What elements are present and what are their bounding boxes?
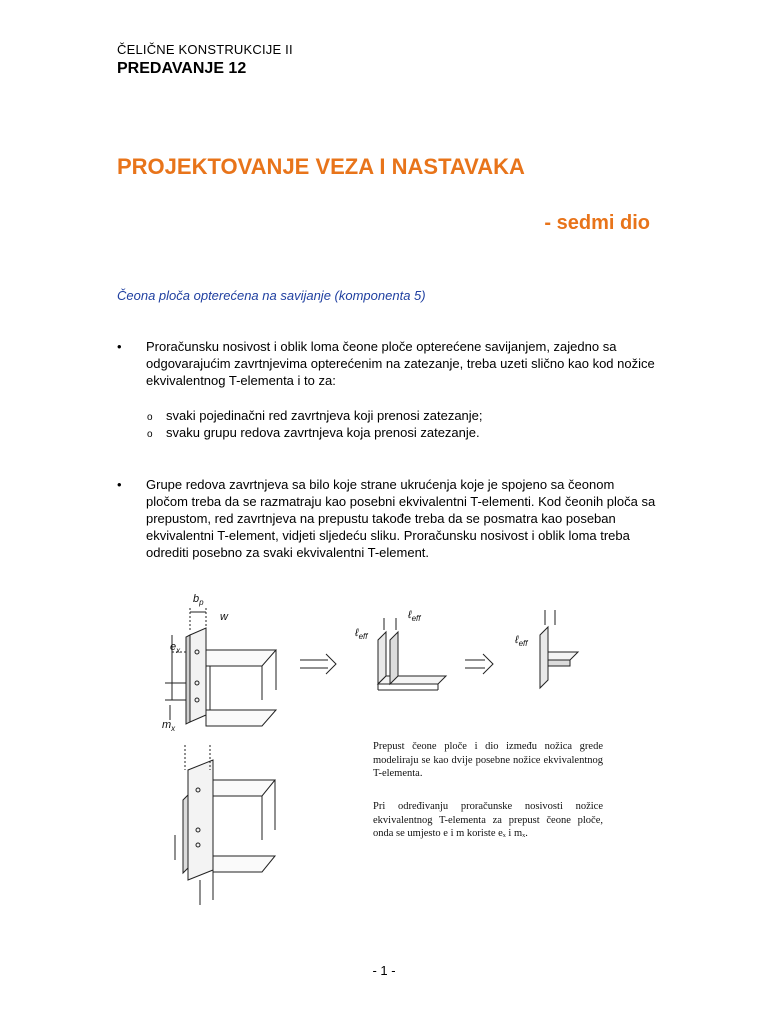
- label-bp: $b_p$: [193, 593, 204, 607]
- end-plate-detail-top: [165, 608, 493, 726]
- sub-item: [147, 407, 483, 424]
- t-stub-right: [540, 610, 578, 688]
- bullet-text: Grupe redova zavrtnjeva sa bilo koje strane ukrućenja koje je spojeno sa čeonom pločom treba da se razmatraju kao posebni ekvivalentni T-elementi. Kod čeonih ploča sa prepustom, red zavrtnjeva na prepustu takođe treba da se posmatra kao poseban ekvivalentni T-element, vidjeti sljedeću sliku. Proračunsku nosivost i oblik loma treba odrediti posebno za svaki ekvivalentni T-element.: [146, 477, 656, 560]
- label-leff-2: ℓ$_{eff}$: [355, 627, 368, 641]
- course-name: ČELIČNE KONSTRUKCIJE II: [117, 42, 293, 57]
- bullet-marker: •: [117, 477, 122, 492]
- label-leff-3: ℓ$_{eff}$: [515, 634, 528, 648]
- page-number: - 1 -: [372, 963, 396, 978]
- sub-text: svaku grupu redova zavrtnjeva koja prenosi zatezanje.: [166, 425, 480, 440]
- lecture-number: PREDAVANJE 12: [117, 60, 247, 77]
- end-plate-detail-bottom: [175, 745, 275, 905]
- label-w: w: [220, 611, 228, 623]
- label-mx: $m_x$: [162, 719, 176, 733]
- sub-item: [147, 424, 480, 441]
- main-title: PROJEKTOVANJE VEZA I NASTAVAKA: [117, 154, 525, 179]
- bullet-item: [117, 338, 657, 389]
- bullet-item: [117, 476, 657, 561]
- label-ex: $e_x$: [170, 641, 181, 655]
- subtitle: - sedmi dio: [544, 212, 650, 234]
- section-heading: Čeona ploča opterećena na savijanje (komponenta 5): [117, 288, 426, 303]
- t-stub-middle: [378, 618, 446, 690]
- sub-marker: o: [147, 412, 153, 423]
- sub-marker: o: [147, 429, 153, 440]
- bullet-marker: •: [117, 339, 122, 354]
- bullet-text: Proračunsku nosivost i oblik loma čeone ploče opterećene savijanjem, zajedno sa odgovarajućim zavrtnjevima opterećenim na zatezanje, treba uzeti slično kao kod nožice ekvivalentnog T-elementa i to za:: [146, 339, 655, 388]
- figure-caption: Prepust čeone ploče i dio između nožica grede modeliraju se kao dvije posebne nožice ekvivalentnog T-elementa.: [373, 741, 603, 779]
- sub-text: svaki pojedinačni red zavrtnjeva koji prenosi zatezanje;: [166, 408, 483, 423]
- label-leff-1: ℓ$_{eff}$: [408, 609, 421, 623]
- figure-caption: Pri određivanju proračunske nosivosti nožice ekvivalentnog T-elementa za prepust čeone ploče, onda se umjesto e i m koriste eₓ i mₓ.: [373, 801, 603, 839]
